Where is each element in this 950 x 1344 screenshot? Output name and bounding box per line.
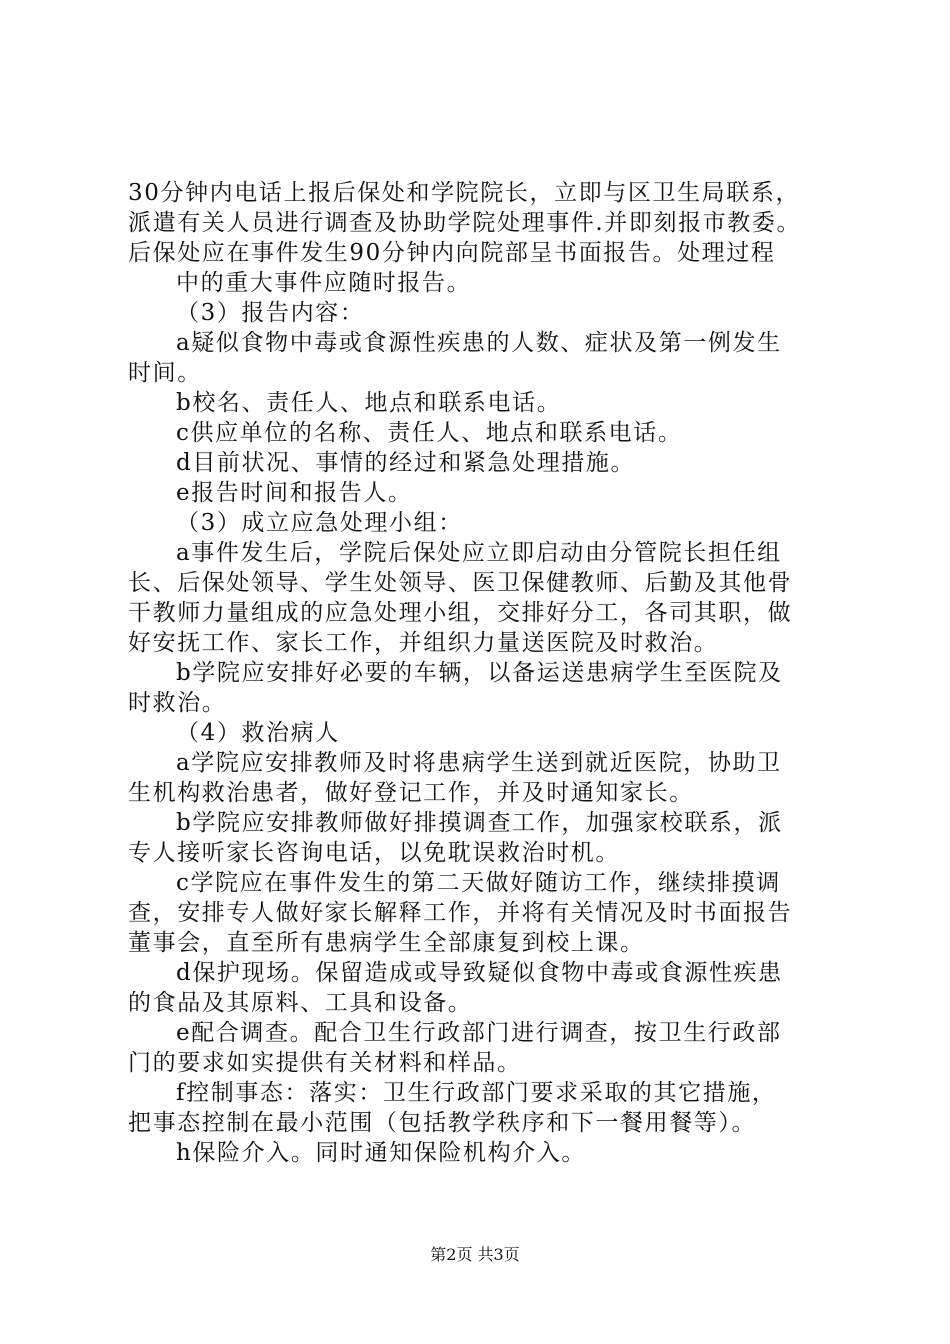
text-line: c学院应在事件发生的第二天做好随访工作，继续排摸调	[176, 870, 781, 896]
text-line: a疑似食物中毒或食源性疾患的人数、症状及第一例发生	[176, 330, 782, 356]
text-line: 门的要求如实提供有关材料和样品。	[128, 1050, 522, 1076]
text-line: a学院应安排教师及时将患病学生送到就近医院，协助卫	[176, 750, 782, 776]
text-line: e配合调查。配合卫生行政部门进行调查，按卫生行政部	[176, 1020, 782, 1046]
text-line: d保护现场。保留造成或导致疑似食物中毒或食源性疾患	[176, 960, 783, 986]
text-line: 派遣有关人员进行调查及协助学院处理事件.并即刻报市教委。	[128, 210, 802, 236]
page-footer: 第2页 共3页	[430, 1245, 520, 1264]
text-line: 干教师力量组成的应急处理小组，交排好分工，各司其职，做	[128, 600, 793, 626]
text-line: 中的重大事件应随时报告。	[176, 270, 472, 296]
body-text	[128, 178, 828, 1168]
text-line: c供应单位的名称、责任人、地点和联系电话。	[176, 420, 683, 446]
text-line: （4）救治病人	[176, 720, 340, 746]
text-line: 后保处应在事件发生90分钟内向院部呈书面报告。处理过程	[128, 240, 776, 266]
text-line: 时间。	[128, 360, 202, 386]
text-line: 的食品及其原料、工具和设备。	[128, 990, 473, 1016]
text-line: 时救治。	[128, 690, 227, 716]
text-line: b学院应安排教师做好排摸调查工作，加强家校联系，派	[176, 810, 783, 836]
text-line: 好安抚工作、家长工作，并组织力量送医院及时救治。	[128, 630, 719, 656]
text-line: （3）成立应急处理小组：	[176, 510, 463, 536]
text-line: 生机构救治患者，做好登记工作，并及时通知家长。	[128, 780, 694, 806]
text-line: h保险介入。同时通知保险机构介入。	[176, 1140, 587, 1166]
text-line: 专人接听家长咨询电话，以免耽误救治时机。	[128, 840, 620, 866]
text-line: 董事会，直至所有患病学生全部康复到校上课。	[128, 930, 645, 956]
text-line: 30分钟内电话上报后保处和学院院长，立即与区卫生局联系，	[128, 180, 801, 206]
text-line: b校名、责任人、地点和联系电话。	[176, 390, 562, 416]
text-line: 把事态控制在最小范围（包括教学秩序和下一餐用餐等）。	[128, 1110, 757, 1136]
text-line: e报告时间和报告人。	[176, 480, 413, 506]
text-line: f控制事态：落实：卫生行政部门要求采取的其它措施，	[176, 1080, 777, 1106]
text-line: a事件发生后，学院后保处应立即启动由分管院长担任组	[176, 540, 782, 566]
text-line: d目前状况、事情的经过和紧急处理措施。	[176, 450, 636, 476]
text-line: 查，安排专人做好家长解释工作，并将有关情况及时书面报告	[128, 900, 793, 926]
text-line: （3）报告内容：	[176, 300, 365, 326]
text-line: 长、后保处领导、学生处领导、医卫保健教师、后勤及其他骨	[128, 570, 793, 596]
text-line: b学院应安排好必要的车辆，以备运送患病学生至医院及	[176, 660, 783, 686]
